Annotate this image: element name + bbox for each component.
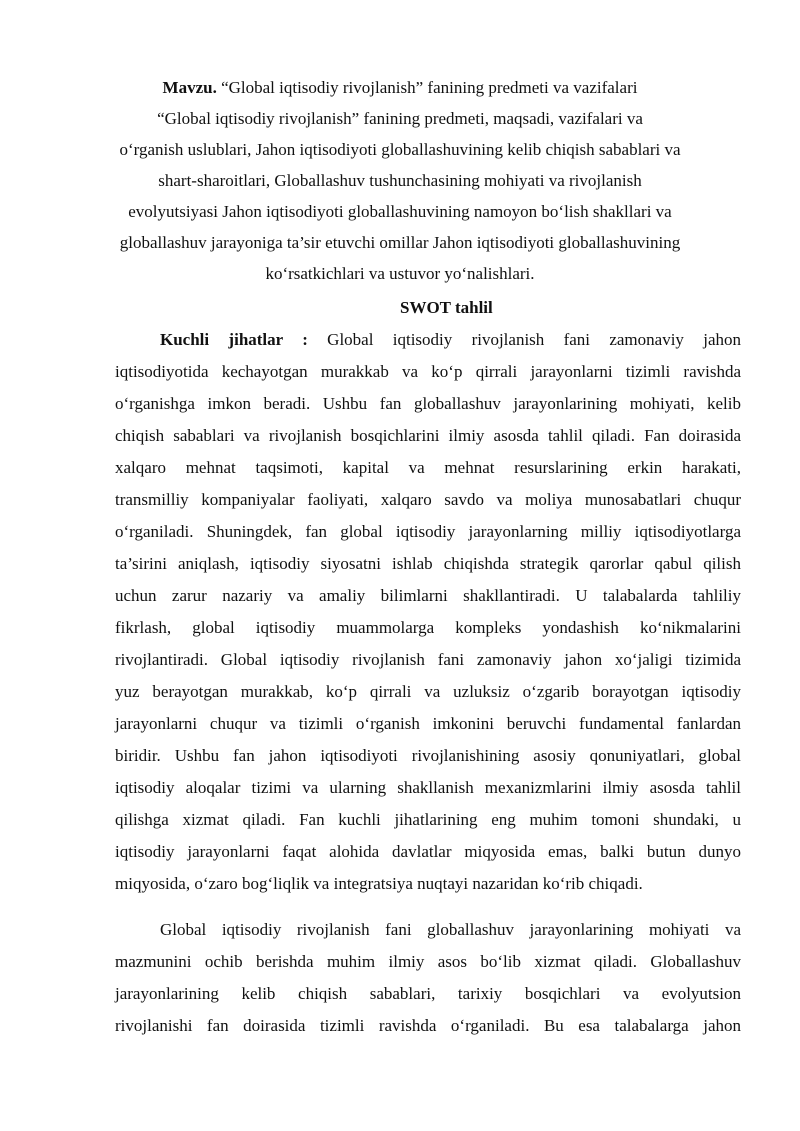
paragraph-line: fikrlash, global iqtisodiy muammolarga kompleks yondashish ko‘nikmalarini [115, 618, 741, 637]
topic-line: o‘rganish uslublari, Jahon iqtisodiyoti globallashuvining kelib chiqish sabablari va [119, 140, 681, 159]
paragraph-line: miqyosida, o‘zaro bog‘liqlik va integratsiya nuqtayi nazaridan ko‘rib chiqadi. [115, 874, 643, 893]
paragraph-line: xalqaro mehnat taqsimoti, kapital va mehnat resurslarining erkin harakati, [115, 458, 741, 477]
mavzu-label: Mavzu. [162, 78, 217, 97]
paragraph-line: mazmunini ochib berishda muhim ilmiy asos bo‘lib xizmat qiladi. Globallashuv [115, 952, 741, 971]
paragraph-line: uchun zarur nazariy va amaliy bilimlarni shakllantiradi. U talabalarda tahliliy [115, 586, 741, 605]
strengths-label: Kuchli jihatlar : [160, 330, 308, 349]
paragraph-line: iqtisodiy aloqalar tizimi va ularning shakllanish mexanizmlarini ilmiy asosda tahlil [115, 778, 741, 797]
section-title: SWOT tahlil [400, 298, 493, 317]
paragraph-line: o‘rganiladi. Shuningdek, fan global iqtisodiy jarayonlarning milliy iqtisodiyotlarga [115, 522, 741, 541]
paragraph-line: rivojlantiradi. Global iqtisodiy rivojlanish fani zamonaviy jahon xo‘jaligi tizimida [115, 650, 741, 669]
paragraph-line: o‘rganishga imkon beradi. Ushbu fan globallashuv jarayonlarining mohiyati, kelib [115, 394, 741, 413]
paragraph-line: ta’sirini aniqlash, iqtisodiy siyosatni ishlab chiqishda strategik qarorlar qabul qilish [115, 554, 741, 573]
paragraph-line: rivojlanishi fan doirasida tizimli ravishda o‘rganiladi. Bu esa talabalarga jahon [115, 1016, 741, 1035]
paragraph-line: chiqish sabablari va rivojlanish bosqichlarini ilmiy asosda tahlil qiladi. Fan doirasida [115, 426, 741, 445]
topic-line: “Global iqtisodiy rivojlanish” fanining predmeti, maqsadi, vazifalari va [157, 109, 643, 128]
paragraph-line: jarayonlarining kelib chiqish sabablari, tarixiy bosqichlari va evolyutsion [115, 984, 741, 1003]
topic-line: shart-sharoitlari, Globallashuv tushunchasining mohiyati va rivojlanish [158, 171, 642, 190]
paragraph-line: jarayonlarni chuqur va tizimli o‘rganish imkonini beruvchi fundamental fanlardan [115, 714, 741, 733]
topic-line: globallashuv jarayoniga ta’sir etuvchi omillar Jahon iqtisodiyoti globallashuvining [119, 233, 681, 252]
paragraph-line: iqtisodiyotida kechayotgan murakkab va ko‘p qirrali jarayonlarni tizimli ravishda [115, 362, 741, 381]
topic-line: ko‘rsatkichlari va ustuvor yo‘nalishlari. [265, 264, 535, 283]
paragraph-line: biridir. Ushbu fan jahon iqtisodiyoti rivojlanishining asosiy qonuniyatlari, global [115, 746, 741, 765]
paragraph-line: transmilliy kompaniyalar faoliyati, xalqaro savdo va moliya munosabatlari chuqur [115, 490, 741, 509]
mavzu-text: “Global iqtisodiy rivojlanish” fanining predmeti va vazifalari [216, 78, 638, 97]
paragraph-line: yuz berayotgan murakkab, ko‘p qirrali va uzluksiz o‘zgarib borayotgan iqtisodiy [115, 682, 741, 701]
paragraph-line: qilishga xizmat qiladi. Fan kuchli jihatlarining eng muhim tomoni shundaki, u [115, 810, 741, 829]
paragraph-first-line: Global iqtisodiy rivojlanish fani globallashuv jarayonlarining mohiyati va [160, 920, 741, 939]
paragraph-first-line: Kuchli jihatlar : Global iqtisodiy rivojlanish fani zamonaviy jahon [160, 330, 741, 349]
paragraph-line: iqtisodiy jarayonlarni faqat alohida davlatlar miqyosida emas, balki butun dunyo [115, 842, 741, 861]
topic-line: evolyutsiyasi Jahon iqtisodiyoti globallashuvining namoyon bo‘lish shakllari va [128, 202, 672, 221]
topic-title [0, 78, 800, 98]
